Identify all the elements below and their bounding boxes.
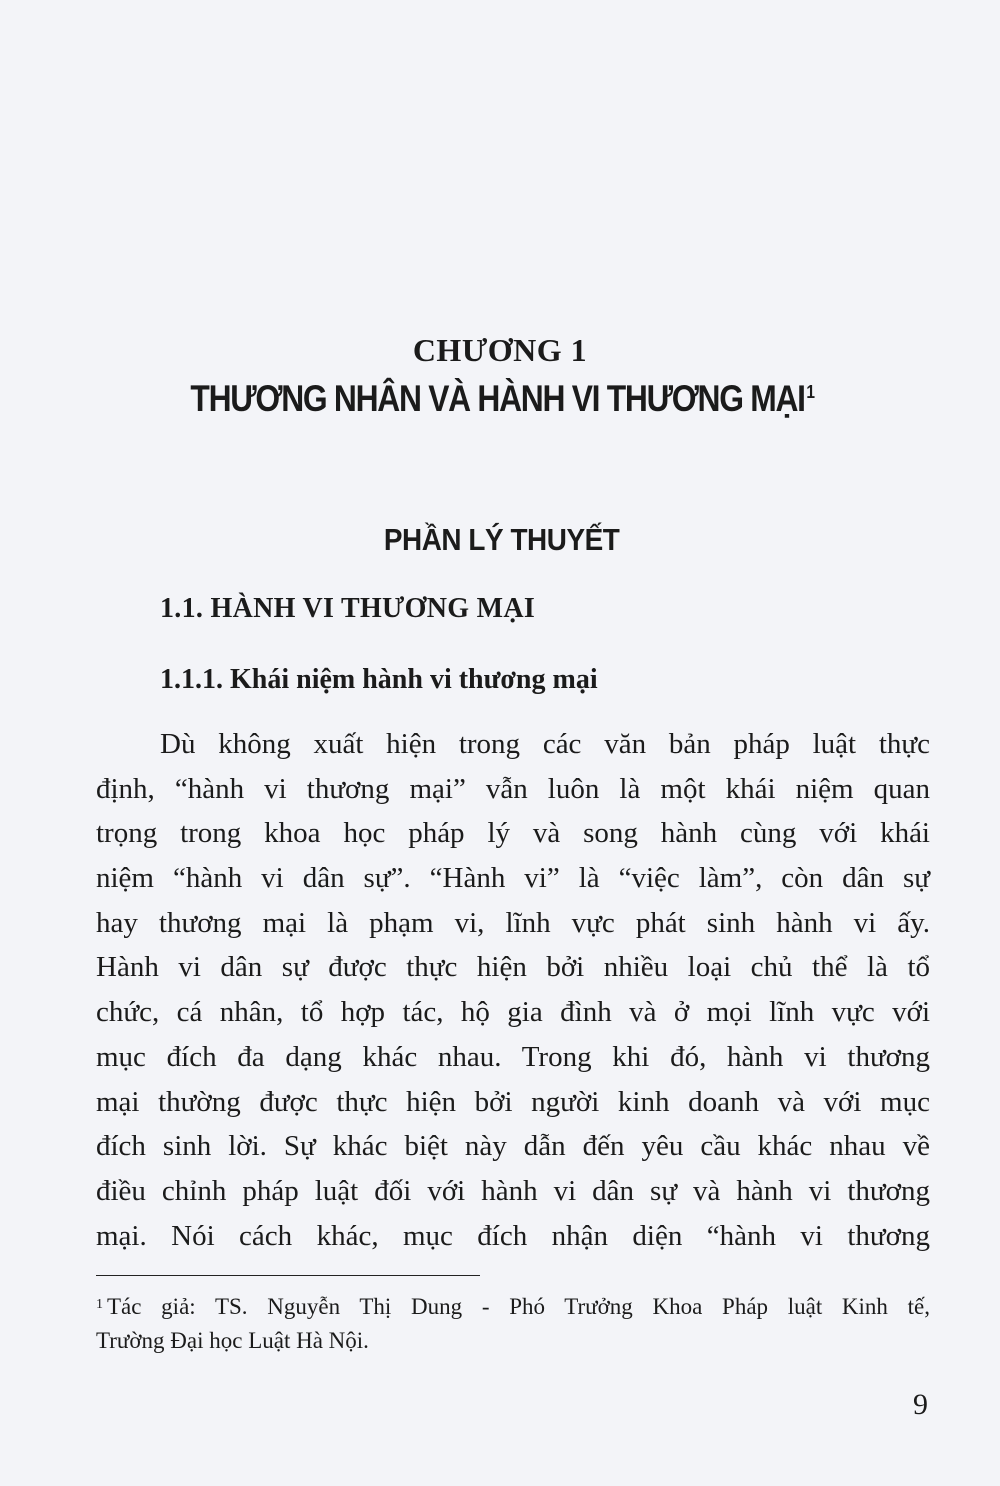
chapter-footnote-marker: 1: [806, 382, 814, 402]
chapter-title-text: THƯƠNG NHÂN VÀ HÀNH VI THƯƠNG MẠI: [190, 378, 805, 419]
section-heading: 1.1. HÀNH VI THƯƠNG MẠI: [160, 593, 536, 624]
body-line: đích sinh lời. Sự khác biệt này dẫn đến yêu cầu khác nhau về: [96, 1130, 930, 1163]
body-paragraph: [96, 722, 930, 1258]
footnote-line-1: [96, 1290, 930, 1324]
body-line: hay thương mại là phạm vi, lĩnh vực phát sinh hành vi ấy.: [96, 906, 930, 939]
body-line: định, “hành vi thương mại” vẫn luôn là một khái niệm quan: [96, 772, 930, 805]
body-line: trọng trong khoa học pháp lý và song hành cùng với khái: [96, 817, 930, 850]
footnote-divider: [96, 1275, 480, 1276]
body-line: niệm “hành vi dân sự”. “Hành vi” là “việc làm”, còn dân sự: [96, 862, 930, 895]
chapter-label: CHƯƠNG 1: [412, 332, 588, 368]
body-line: Hành vi dân sự được thực hiện bởi nhiều loại chủ thể là tổ: [96, 951, 930, 984]
footnote-line-2: Trường Đại học Luật Hà Nội.: [96, 1328, 369, 1353]
body-line: mục đích đa dạng khác nhau. Trong khi đó, hành vi thương: [96, 1040, 930, 1073]
body-line: điều chỉnh pháp luật đối với hành vi dân sự và hành vi thương: [96, 1174, 930, 1207]
footnote-marker: 1: [96, 1297, 103, 1312]
footnote: [96, 1290, 930, 1358]
body-line: mại thường được thực hiện bởi người kinh doanh và với mục: [96, 1085, 930, 1118]
body-line: Dù không xuất hiện trong các văn bản pháp luật thực: [160, 728, 930, 760]
chapter-title: [72, 378, 932, 420]
body-line: mại. Nói cách khác, mục đích nhận diện “hành vi thương: [96, 1219, 930, 1252]
part-title: PHẦN LÝ THUYẾT: [383, 522, 620, 557]
subsection-heading: 1.1.1. Khái niệm hành vi thương mại: [160, 664, 598, 695]
page-number: 9: [913, 1388, 928, 1421]
body-line: chức, cá nhân, tổ hợp tác, hộ gia đình và ở mọi lĩnh vực với: [96, 996, 930, 1029]
footnote-text-1: Tác giả: TS. Nguyễn Thị Dung - Phó Trưởng Khoa Pháp luật Kinh tế,: [107, 1294, 930, 1319]
